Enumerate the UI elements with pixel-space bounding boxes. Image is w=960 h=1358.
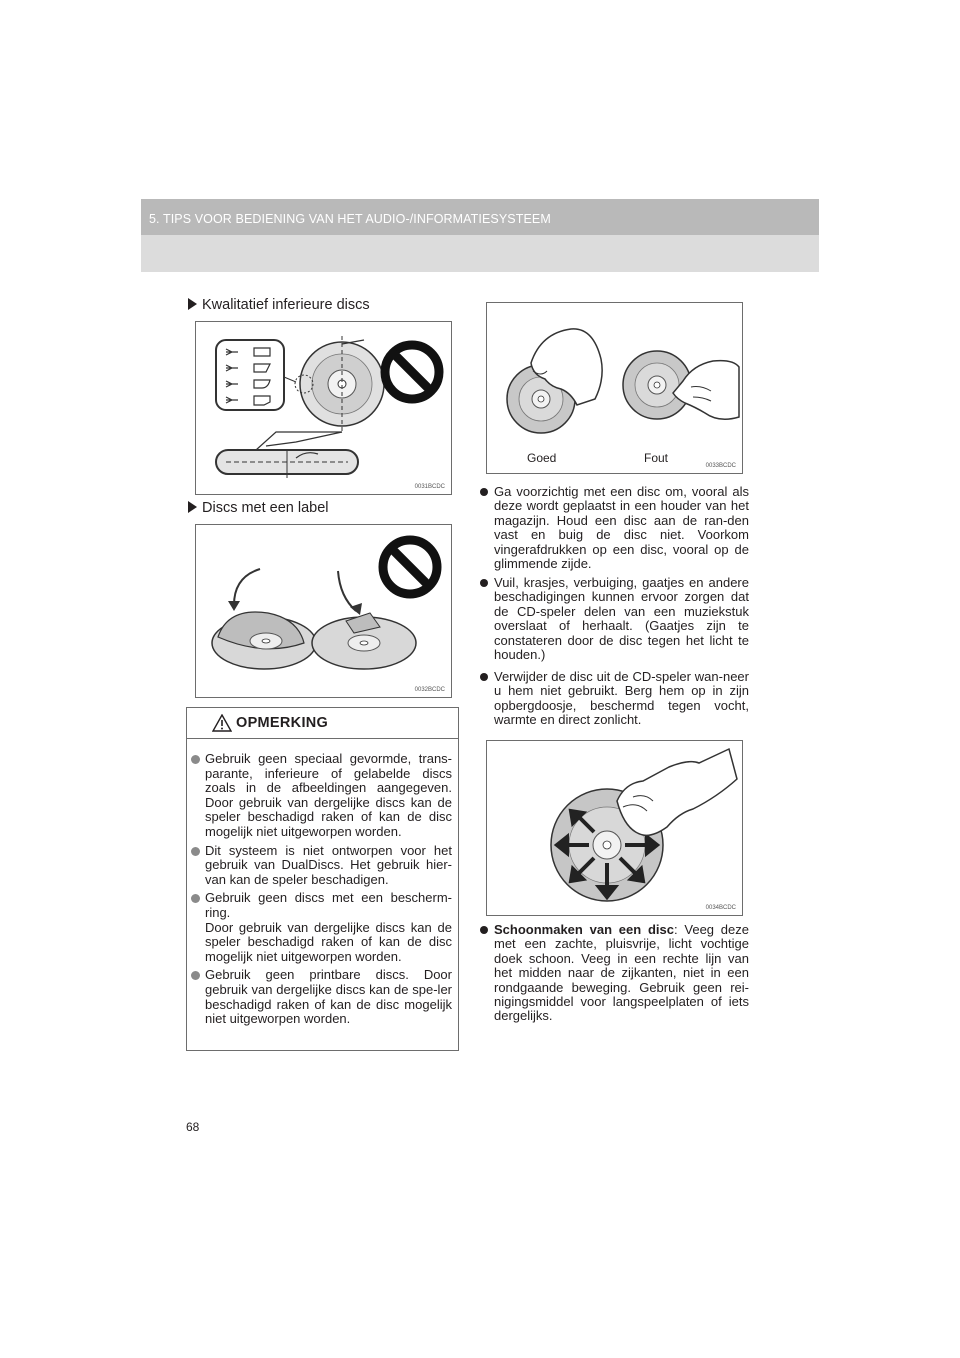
- notice-list: [191, 752, 452, 1031]
- heading-labeled-discs: [188, 500, 329, 516]
- disc-cleaning-illustration: [487, 741, 742, 915]
- inferior-disc-illustration: [196, 322, 451, 494]
- cleaning-heading: Schoonmaken van een disc: [494, 922, 674, 937]
- warning-triangle-icon: [212, 714, 232, 732]
- bullet-icon: [191, 971, 200, 980]
- figure-code: 0033BCDC: [705, 463, 736, 469]
- figure-disc-cleaning: [486, 740, 743, 916]
- storage-item: Verwijder de disc uit de CD-speler wan-neer u hem niet gebruikt. Berg hem op in zijn opbergdoosje, beschermd tegen vocht, warmte en direct zonlicht.: [478, 670, 749, 728]
- bullet-icon: [191, 847, 200, 856]
- cleaning-text: : Veeg deze met een zachte, pluisvrije, licht vochtige doek schoon. Veeg in een rechte lijn van het midden naar de zijkanten, niet in een rondgaande beweging. Gebruik geen rei-nigingsmiddel voor langspeelplaten of iets dergelijks.: [494, 922, 749, 1024]
- bullet-icon: [480, 926, 488, 934]
- heading-text: Discs met een label: [202, 500, 329, 516]
- page-number: 68: [186, 1120, 200, 1134]
- notice-item: Gebruik geen printbare discs. Door gebruik van dergelijke discs kan de spe-ler beschadigd raken of kan de disc mogelijk niet uitgeworpen worden.: [191, 968, 452, 1026]
- bullet-icon: [191, 894, 200, 903]
- notice-divider: [187, 738, 458, 739]
- figure-code: 0034BCDC: [705, 905, 736, 911]
- page-header: [141, 199, 819, 272]
- figure-code: 0032BCDC: [414, 687, 445, 693]
- header-band: [141, 199, 819, 235]
- figure-disc-handling: [486, 302, 743, 474]
- disc-handling-illustration: [487, 303, 742, 473]
- handling-item: Ga voorzichtig met een disc om, vooral als deze wordt geplaatst in een houder van het magazijn. Houd een disc aan de ran-den vast en buig de disc niet. Voorkom vingerafdrukken op een disc, vooral op de glimmende zijde.: [478, 485, 749, 571]
- bullet-icon: [480, 488, 488, 496]
- triangle-bullet-icon: [188, 501, 197, 513]
- heading-inferior-discs: [188, 297, 370, 313]
- damage-item: Vuil, krasjes, verbuiging, gaatjes en andere beschadigingen kunnen ervoor zorgen dat de CD-speler delen van een muziekstuk overslaat of herhaalt. (Gaatjes zijn te constateren door de disc tegen het licht te houden.): [478, 576, 749, 662]
- bullet-icon: [191, 755, 200, 764]
- cleaning-item: [478, 923, 749, 1024]
- figure-code: 0031BCDC: [414, 484, 445, 490]
- notice-item: Gebruik geen discs met een bescherm-ring. Door gebruik van dergelijke discs kan de speler beschadigd raken of kan de disc mogelijk niet uitgeworpen worden.: [191, 891, 452, 964]
- label-good: Goed: [527, 451, 557, 465]
- notice-title: OPMERKING: [236, 715, 329, 731]
- bullet-icon: [480, 673, 488, 681]
- hand-with-cloth: [617, 749, 737, 835]
- notice-item: Gebruik geen speciaal gevormde, trans-parante, inferieure of gelabelde discs zoals in de afbeeldingen aangegeven. Door gebruik van dergelijke discs kan de speler beschadigd raken of kan de disc mogelijk niet uitgeworpen worden.: [191, 752, 452, 840]
- notice-box: [186, 707, 459, 1051]
- notice-item: Dit systeem is niet ontworpen voor het gebruik van DualDiscs. Het gebruik hier-van kan de speler beschadigen.: [191, 844, 452, 888]
- bullet-icon: [480, 579, 488, 587]
- figure-labeled-discs: [195, 524, 452, 698]
- triangle-bullet-icon: [188, 298, 197, 310]
- label-wrong: Fout: [644, 451, 669, 465]
- section-title: 5. TIPS VOOR BEDIENING VAN HET AUDIO-/INFORMATIESYSTEEM: [149, 212, 551, 226]
- figure-inferior-discs: [195, 321, 452, 495]
- notice-header: [187, 708, 458, 738]
- heading-text: Kwalitatief inferieure discs: [202, 297, 370, 313]
- labeled-disc-illustration: [196, 525, 451, 697]
